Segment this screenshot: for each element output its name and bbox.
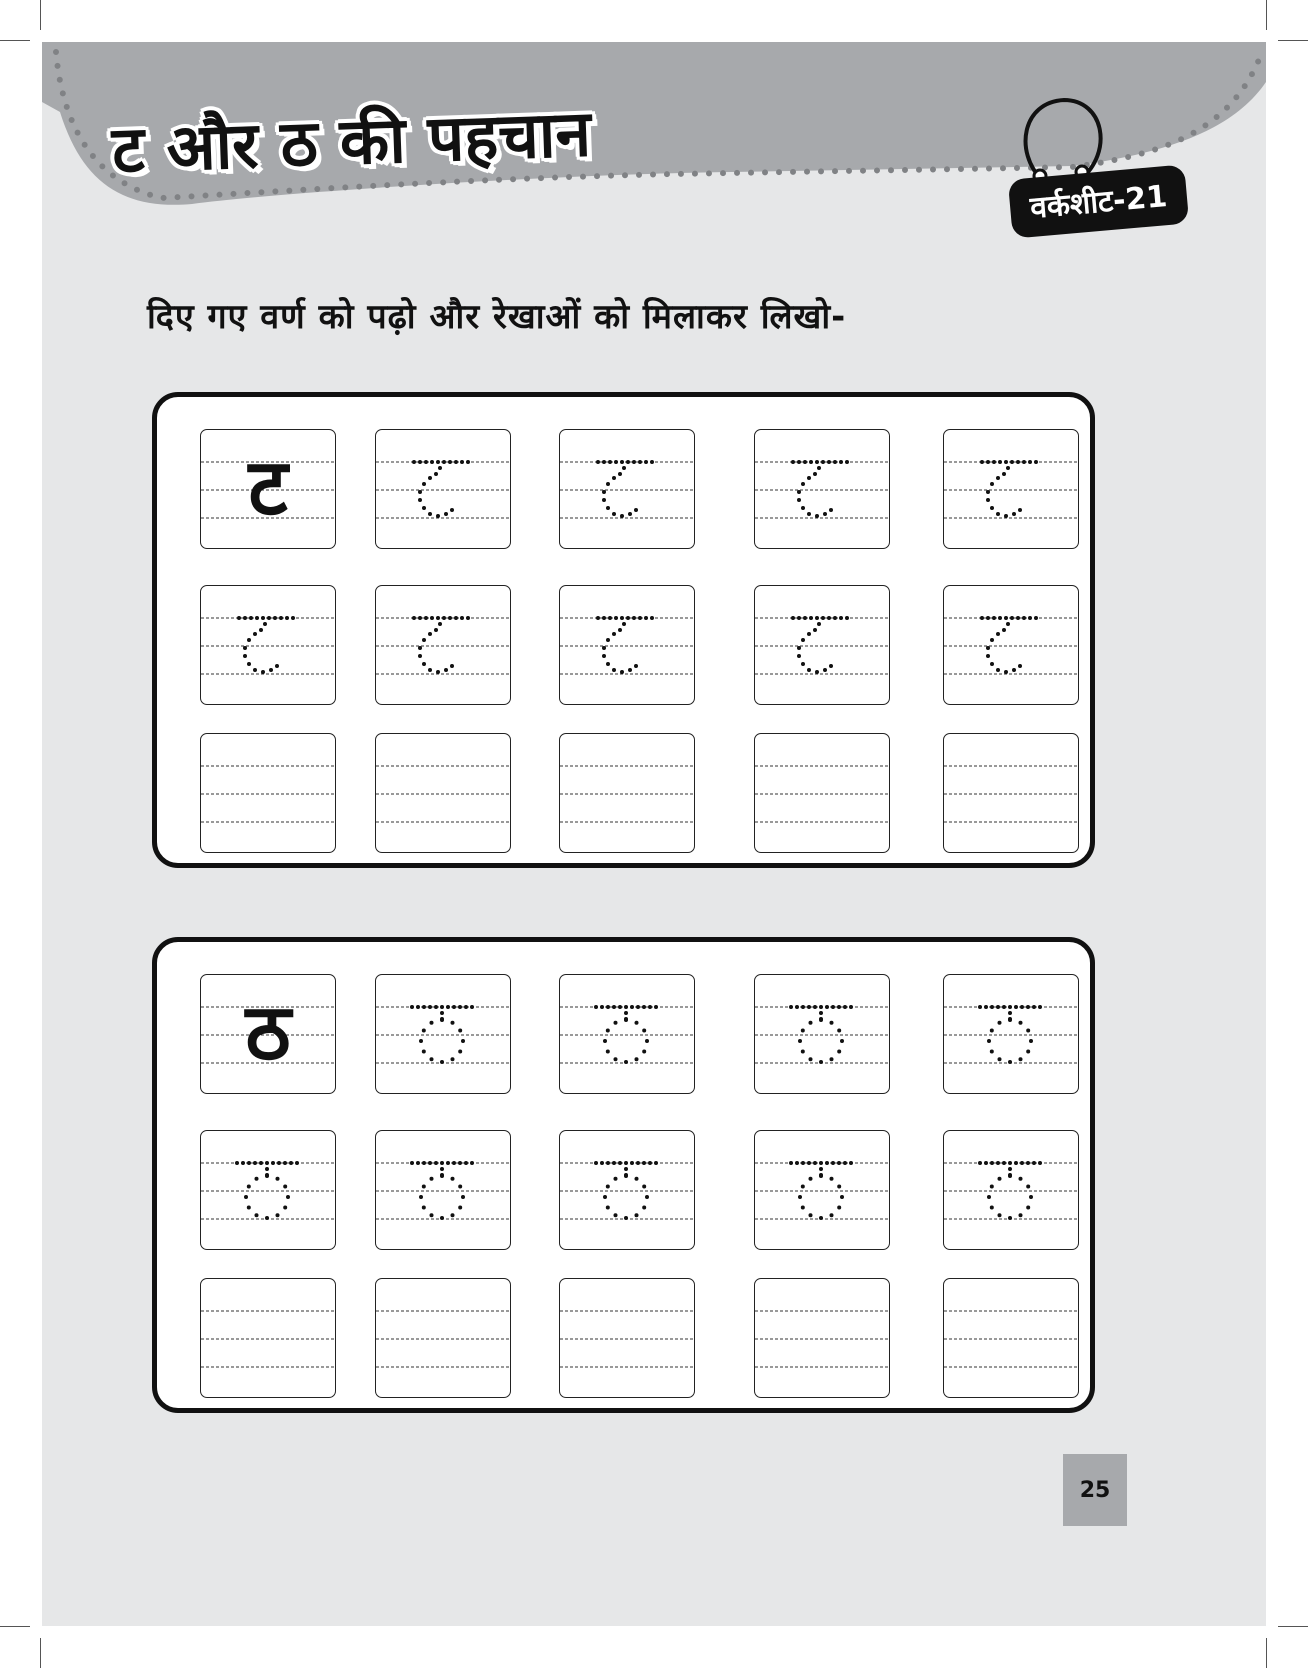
blank-writing-cell[interactable] [200,1278,336,1398]
trace-cell[interactable] [375,974,511,1094]
trace-cell[interactable] [943,585,1079,705]
worksheet-tag [964,72,1264,242]
trace-cell[interactable] [559,1130,695,1250]
page-number: 25 [1079,1477,1111,1503]
trace-cell[interactable] [200,1130,336,1250]
trace-cell[interactable] [559,585,695,705]
blank-writing-cell[interactable] [943,733,1079,853]
trace-cell[interactable] [754,1130,890,1250]
worksheet-page [42,42,1266,1626]
trace-cell[interactable] [754,974,890,1094]
crop-mark [1266,1638,1267,1668]
blank-writing-cell[interactable] [200,733,336,853]
crop-mark [40,1638,41,1668]
blank-writing-cell[interactable] [754,733,890,853]
model-letter-cell [200,974,336,1094]
crop-mark [0,40,30,41]
blank-writing-cell[interactable] [754,1278,890,1398]
trace-cell[interactable] [200,585,336,705]
blank-writing-cell[interactable] [559,733,695,853]
trace-cell[interactable] [375,429,511,549]
practice-panel-tha [152,937,1095,1413]
trace-cell[interactable] [375,585,511,705]
crop-mark [0,1626,30,1627]
blank-writing-cell[interactable] [559,1278,695,1398]
trace-cell[interactable] [559,974,695,1094]
page-title: ट और ठ की पहचान [110,97,593,188]
blank-writing-cell[interactable] [375,1278,511,1398]
crop-mark [1278,40,1308,41]
model-letter: ठ [245,988,291,1078]
trace-cell[interactable] [943,1130,1079,1250]
practice-panel-ta [152,392,1095,868]
model-letter: ट [248,443,288,533]
worksheet-badge: वर्कशीट-21 [1008,164,1190,238]
crop-mark [1278,1626,1308,1627]
page-number-box [1063,1454,1127,1526]
crop-mark [40,0,41,30]
trace-cell[interactable] [943,429,1079,549]
trace-cell[interactable] [375,1130,511,1250]
crop-mark [1266,0,1267,30]
blank-writing-cell[interactable] [375,733,511,853]
trace-cell[interactable] [754,585,890,705]
trace-cell[interactable] [754,429,890,549]
instruction-text: दिए गए वर्ण को पढ़ो और रेखाओं को मिलाकर लिखो- [147,297,847,337]
model-letter-cell [200,429,336,549]
trace-cell[interactable] [943,974,1079,1094]
blank-writing-cell[interactable] [943,1278,1079,1398]
trace-cell[interactable] [559,429,695,549]
